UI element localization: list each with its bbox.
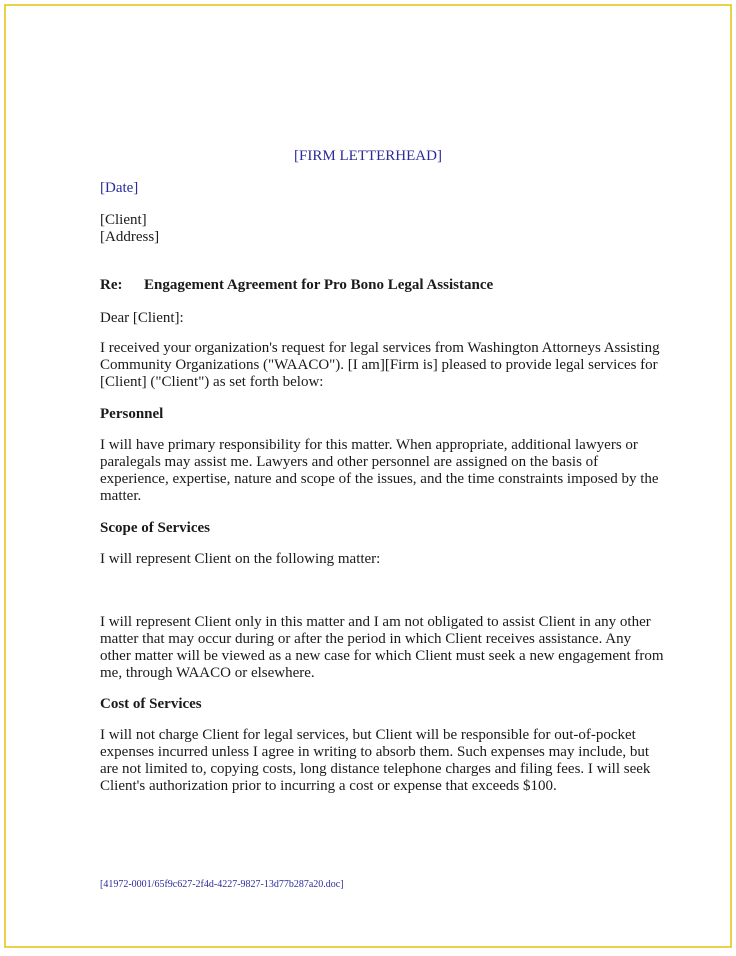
subject-text: Engagement Agreement for Pro Bono Legal Assistance [144, 277, 494, 293]
letter-date: [Date] [100, 180, 139, 196]
letter-page [4, 4, 732, 948]
personnel-line: matter. [100, 488, 142, 504]
recipient-client: [Client] [100, 212, 147, 228]
intro-line: [Client] ("Client") as set forth below: [100, 374, 324, 390]
cost-line: expenses incurred unless I agree in writing to absorb them. Such expenses may include, but [100, 744, 650, 760]
cost-line: Client's authorization prior to incurring a cost or expense that exceeds $100. [100, 778, 557, 794]
personnel-heading: Personnel [100, 406, 164, 422]
scope-line: I will represent Client only in this matter and I am not obligated to assist Client in any other [100, 614, 651, 630]
intro-paragraph [100, 340, 660, 391]
document-id: [41972-0001/65f9c627-2f4d-4227-9827-13d77b287a20.doc] [100, 879, 344, 890]
personnel-line: paralegals may assist me. Lawyers and other personnel are assigned on the basis of [100, 454, 599, 470]
personnel-line: experience, expertise, nature and scope of the issues, and the time constraints imposed by the [100, 471, 659, 487]
cost-line: I will not charge Client for legal services, but Client will be responsible for out-of-pocket [100, 727, 636, 743]
scope-heading: Scope of Services [100, 520, 210, 536]
intro-line: Community Organizations ("WAACO"). [I am][Firm is] pleased to provide legal services for [100, 357, 658, 373]
firm-letterhead: [FIRM LETTERHEAD] [294, 148, 442, 164]
cost-line: are not limited to, copying costs, long distance telephone charges and filing fees. I will seek [100, 761, 651, 777]
personnel-line: I will have primary responsibility for this matter. When appropriate, additional lawyers or [100, 437, 638, 453]
cost-heading: Cost of Services [100, 696, 202, 712]
scope-line: me, through WAACO or elsewhere. [100, 665, 315, 681]
cost-paragraph [100, 727, 660, 795]
subject-label: Re: [100, 277, 123, 293]
recipient-block [100, 212, 660, 246]
scope-line: other matter will be viewed as a new case for which Client must seek a new engagement from [100, 648, 664, 664]
intro-line: I received your organization's request for legal services from Washington Attorneys Assisting [100, 340, 660, 356]
recipient-address: [Address] [100, 229, 160, 245]
personnel-paragraph [100, 437, 660, 505]
scope-paragraph [100, 614, 664, 682]
scope-line: matter that may occur during or after the period in which Client receives assistance. Any [100, 631, 632, 647]
subject-line [100, 277, 660, 294]
salutation: Dear [Client]: [100, 310, 184, 326]
scope-intro: I will represent Client on the following matter: [100, 551, 381, 567]
